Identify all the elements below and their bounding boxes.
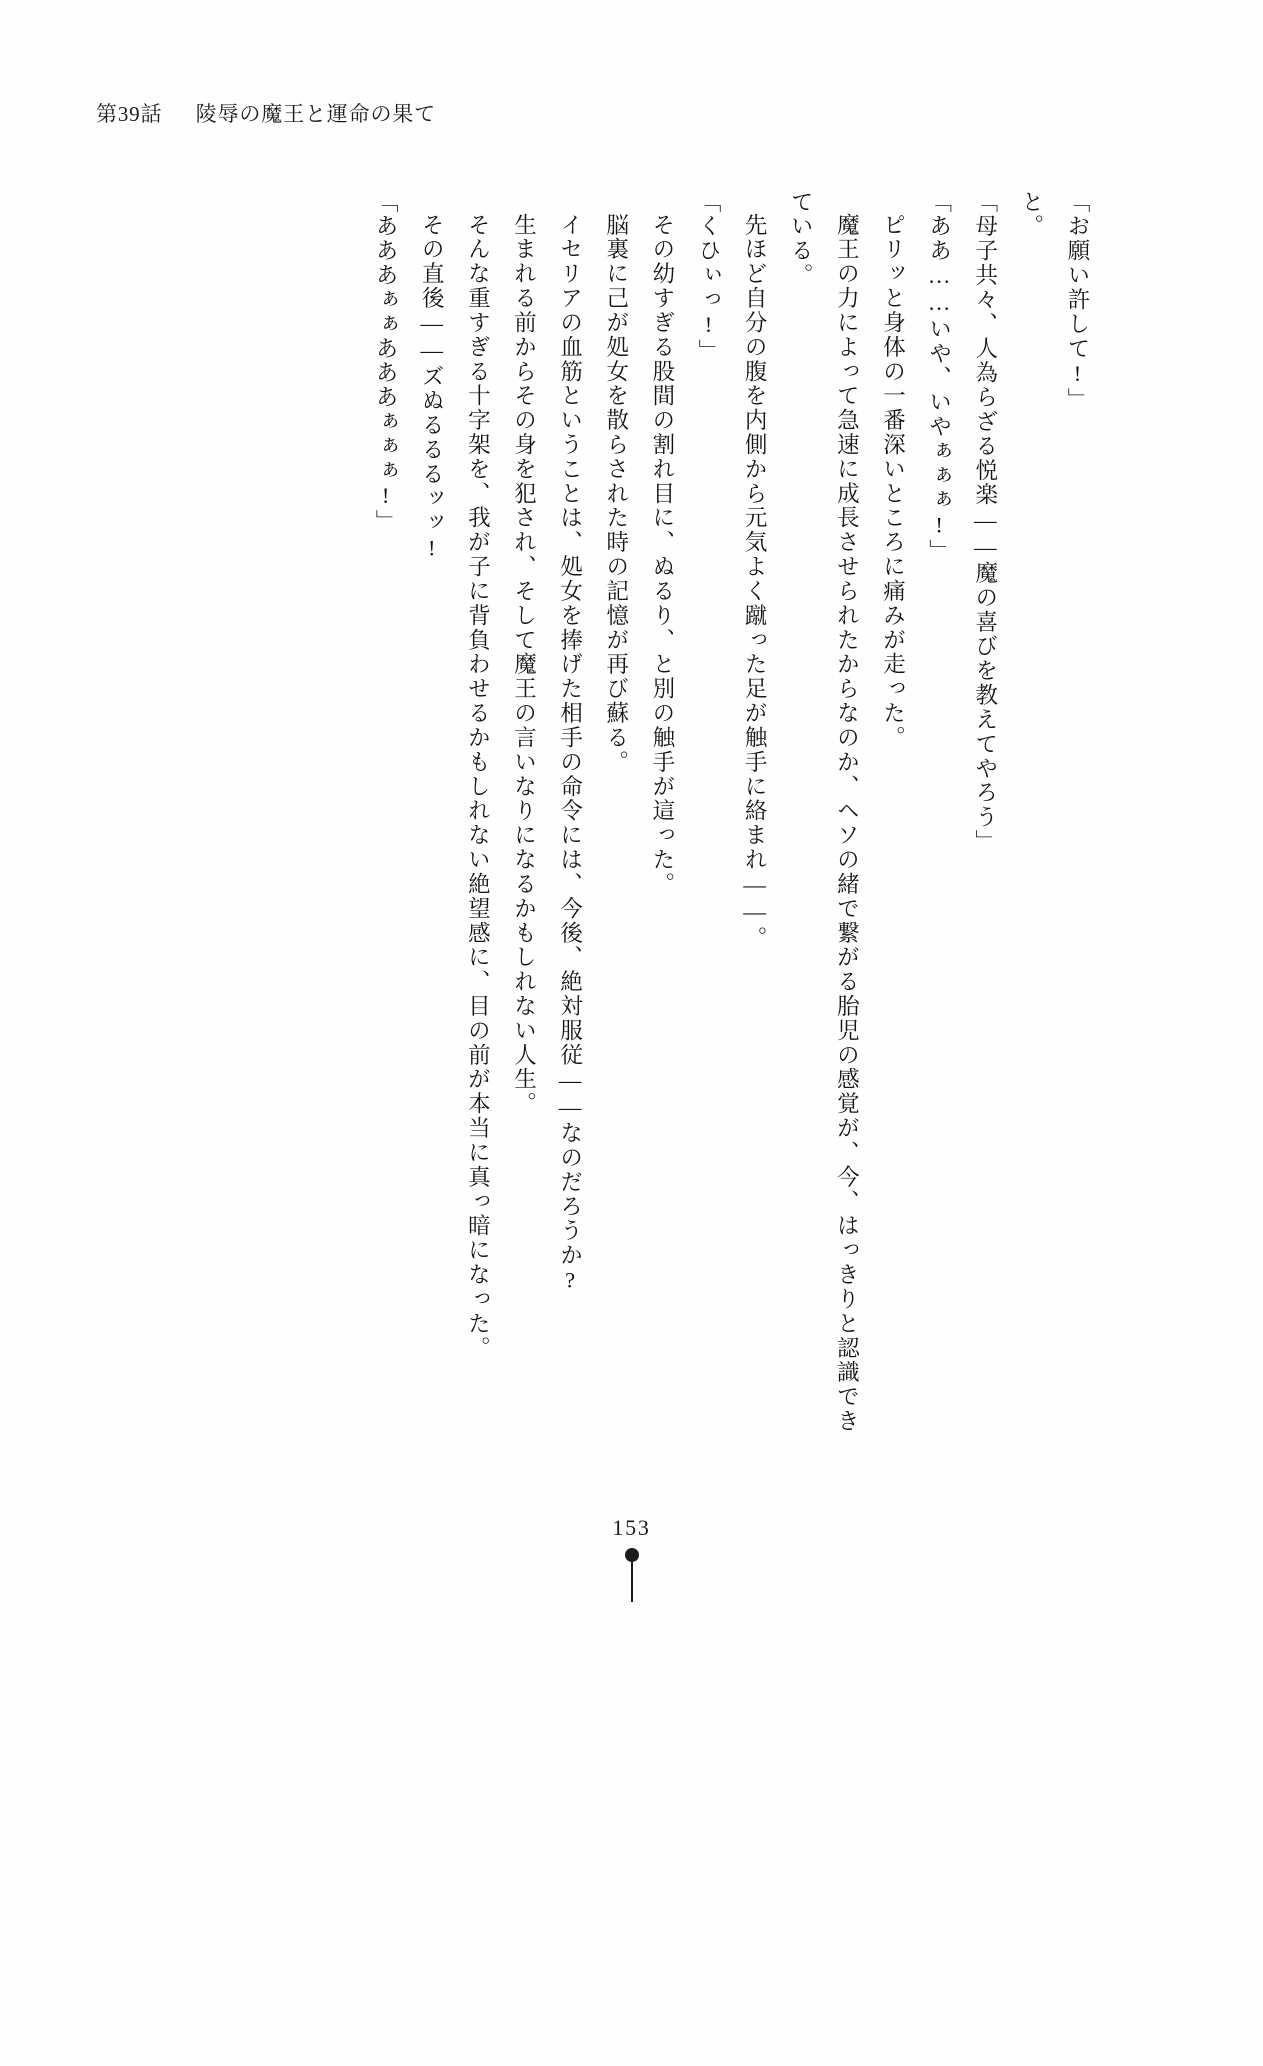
paragraph: その幼すぎる股間の割れ目に、ぬるり、と別の触手が這った。 [649,212,675,897]
paragraph: 「ああ……いや、いやぁぁぁ!」 [926,190,952,564]
printer-mark-rule [631,1562,633,1602]
chapter-number: 第39話 [96,102,163,126]
paragraph: 「母子共々、人為らざる悦楽――魔の喜びを教えてやろう」 [972,190,998,855]
running-header [96,98,436,128]
paragraph: 魔王の力によって急速に成長させられたからなのか、ヘソの緒で繋がる胎児の感覚が、今、はっきりと認識できている。 [788,190,860,1434]
paragraph: その直後――ズぬるるるッッ! [419,212,445,562]
body-text [70,190,1100,1440]
printer-mark-dot-icon [625,1548,639,1562]
paragraph: 「くひぃっ!」 [696,190,721,364]
paragraph: 先ほど自分の腹を内側から元気よく蹴った足が触手に絡まれ――。 [742,212,768,950]
paragraph: と。 [1018,190,1044,239]
paragraph: ピリッと身体の一番深いところに痛みが走った。 [880,212,906,750]
page-number: 153 [612,1515,651,1540]
paragraph: 生まれる前からその身を犯され、そして魔王の言いなりになるかもしれない人生。 [511,212,537,1116]
paragraph: 「あああぁぁあああぁぁぁ!」 [373,190,399,535]
chapter-title: 陵辱の魔王と運命の果て [195,102,436,126]
paragraph: そんな重すぎる十字架を、我が子に背負わせるかもしれない絶望感に、目の前が本当に真っ暗になった。 [465,212,491,1360]
paragraph: 脳裏に己が処女を散らされた時の記憶が再び蘇る。 [603,212,629,774]
paragraph: イセリアの血筋ということは、処女を捧げた相手の命令には、今後、絶対服従――なのだろうか? [557,212,583,1295]
paragraph: 「お願い許して!」 [1065,190,1090,413]
